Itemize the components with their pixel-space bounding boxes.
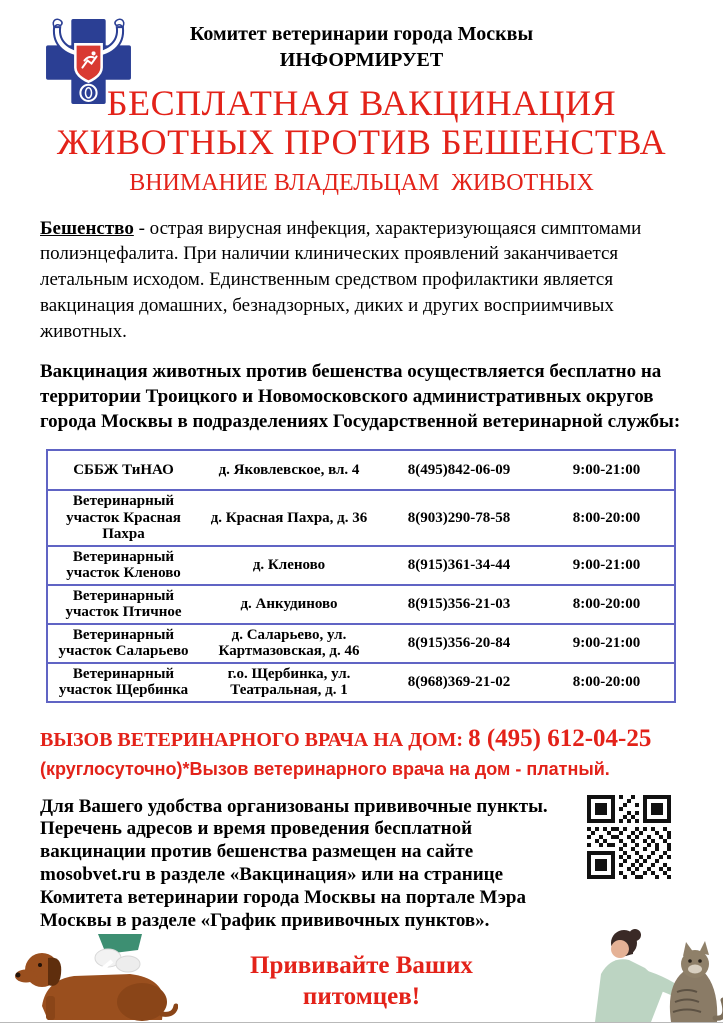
station-phone-cell: 8(915)356-20-84: [407, 634, 511, 651]
vet-vaccinating-cat-photo: [567, 926, 723, 1022]
home-call-line: [40, 721, 689, 756]
table-row: [47, 450, 675, 491]
station-name-cell: Ветеринарный участок Щербинка: [58, 665, 189, 699]
station-hours-cell: 8:00-20:00: [572, 509, 641, 526]
title-line-1: БЕСПЛАТНАЯ ВАКЦИНАЦИЯ: [106, 83, 617, 124]
station-address-cell: д. Анкудиново: [240, 595, 338, 612]
stations-table: [46, 449, 676, 703]
table-row: [47, 546, 675, 585]
org-name: Комитет ветеринарии города Москвы: [189, 23, 534, 45]
home-call-label: ВЫЗОВ ВЕТЕРИНАРНОГО ВРАЧА НА ДОМ:: [40, 728, 469, 751]
rabies-definition-text: - острая вирусная инфекция, характеризующаяся симптомами полиэнцефалита. При наличии клинических проявлений заканчивается летальным исходом. Единственным средством профилактики является вакцинация домашних, безнадзорных, диких и других восприимчивых животных.: [40, 217, 642, 342]
table-row: [47, 490, 675, 546]
station-name-cell: СББЖ ТиНАО: [73, 461, 174, 478]
home-call-phone: 8 (495) 612-04-25: [468, 724, 652, 752]
page-subtitle: ВНИМАНИЕ ВЛАДЕЛЬЦАМ ЖИВОТНЫХ: [129, 169, 594, 196]
rabies-term: Бешенство: [40, 217, 134, 239]
table-row: [47, 624, 675, 663]
station-phone-cell: 8(495)842-06-09: [407, 461, 511, 478]
vaccination-points-paragraph: Для Вашего удобства организованы прививочные пункты. Перечень адресов и время проведения бесплатной вакцинации против бешенства размещен на сайте mosobvet.ru в разделе «Вакцинация» или на странице Комитета ветеринарии города Москвы на портале Мэра Москвы в разделе «График прививочных пунктов».: [40, 795, 548, 931]
station-address-cell: д. Яковлевское, вл. 4: [218, 461, 360, 478]
station-name-cell: Ветеринарный участок Птичное: [65, 587, 182, 621]
station-hours-cell: 8:00-20:00: [572, 595, 641, 612]
content: [0, 216, 723, 933]
stations-table-body: [47, 450, 675, 702]
home-call-block: [40, 721, 689, 782]
station-phone-cell: 8(968)369-21-02: [407, 673, 511, 690]
station-phone-cell: 8(903)290-78-58: [407, 509, 511, 526]
title-line-2: ЖИВОТНЫХ ПРОТИВ БЕШЕНСТВА: [56, 122, 667, 163]
station-hours-cell: 9:00-21:00: [572, 556, 641, 573]
station-address-cell: г.о. Щербинка, ул. Театральная, д. 1: [227, 665, 351, 699]
station-hours-cell: 9:00-21:00: [572, 634, 641, 651]
info-row: [40, 796, 689, 933]
station-address-cell: д. Саларьево, ул. Картмазовская, д. 46: [218, 626, 360, 660]
vaccination-info-paragraph: Вакцинация животных против бешенства осуществляется бесплатно на территории Троицкого и Новомосковского административных округов города Москвы в подразделениях Государственной ветеринарной службы:: [40, 360, 681, 433]
table-row: [47, 663, 675, 702]
station-address-cell: д. Кленово: [252, 556, 326, 573]
station-hours-cell: 8:00-20:00: [572, 673, 641, 690]
table-row: [47, 585, 675, 624]
moscow-vet-committee-logo-icon: [46, 15, 131, 106]
slogan-line-2: питомцев!: [302, 983, 421, 1011]
slogan-line-1: Прививайте Ваших: [250, 952, 473, 979]
org-informs: ИНФОРМИРУЕТ: [279, 48, 444, 71]
station-name-cell: Ветеринарный участок Красная Пахра: [66, 493, 181, 543]
station-phone-cell: 8(915)356-21-03: [407, 595, 511, 612]
qr-code-icon: [587, 794, 671, 880]
station-name-cell: Ветеринарный участок Кленово: [66, 548, 181, 582]
station-phone-cell: 8(915)361-34-44: [407, 556, 511, 573]
station-name-cell: Ветеринарный участок Саларьево: [58, 626, 189, 660]
home-call-note: (круглосуточно)*Вызов ветеринарного врача на дом - платный.: [40, 758, 610, 779]
rabies-definition-paragraph: [40, 216, 689, 345]
station-address-cell: д. Красная Пахра, д. 36: [210, 509, 368, 526]
page-bottom-divider: [0, 1022, 723, 1023]
station-hours-cell: 9:00-21:00: [572, 461, 641, 478]
